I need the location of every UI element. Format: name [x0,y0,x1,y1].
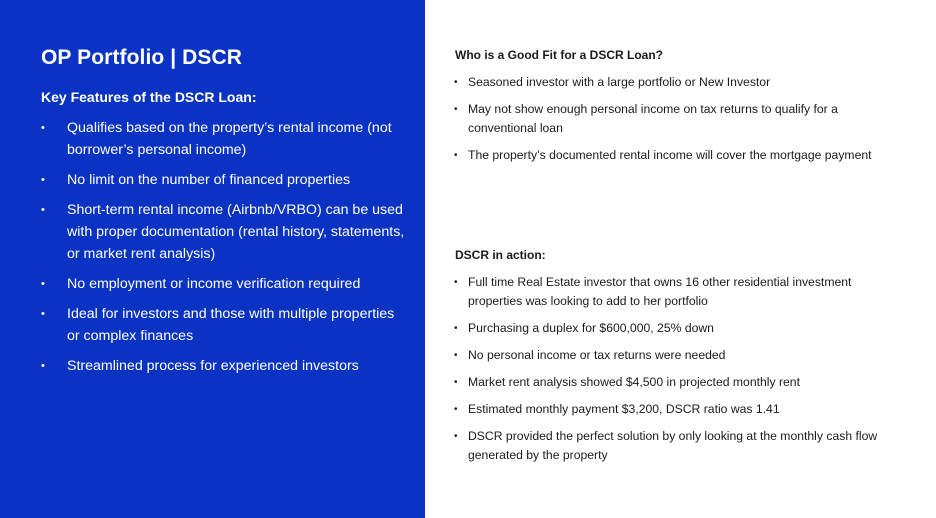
bullet-icon: • [454,104,458,115]
list-item [0,117,425,161]
list-item-text: Seasoned investor with a large portfolio or New Investor [468,75,771,89]
bullet-icon: • [454,323,458,334]
bullet-icon: • [454,77,458,88]
bullet-icon: • [41,174,45,186]
bullet-icon: • [454,350,458,361]
list-item [0,355,425,377]
dscr-in-action-heading: DSCR in action: [455,248,546,262]
list-item [0,199,425,265]
bullet-icon: • [41,308,45,320]
bullet-icon: • [454,404,458,415]
list-item-text: No limit on the number of financed properties [67,172,351,188]
list-item-text: Short-term rental income (Airbnb/VRBO) can be used with proper documentation (rental history, statements, or market rent analysis) [67,202,405,262]
list-item [425,273,936,311]
bullet-icon: • [41,278,45,290]
dscr-in-action-list [425,273,936,465]
key-features-heading: Key Features of the DSCR Loan: [41,89,257,105]
list-item [425,346,936,365]
list-item-text: No personal income or tax returns were needed [468,348,726,362]
bullet-icon: • [454,277,458,288]
list-item-text: Ideal for investors and those with multiple properties or complex finances [67,306,395,344]
list-item-text: May not show enough personal income on tax returns to qualify for a conventional loan [468,102,838,135]
good-fit-heading: Who is a Good Fit for a DSCR Loan? [455,48,663,62]
list-item-text: Full time Real Estate investor that owns 16 other residential investment properties was looking to add to her portfolio [468,275,852,308]
list-item [425,146,936,165]
list-item-text: The property’s documented rental income will cover the mortgage payment [468,148,872,162]
list-item [425,427,936,465]
list-item [425,373,936,392]
left-panel [0,0,425,518]
bullet-icon: • [41,204,45,216]
list-item-text: Streamlined process for experienced investors [67,358,359,374]
list-item [425,73,936,92]
list-item-text: Estimated monthly payment $3,200, DSCR ratio was 1.41 [468,402,780,416]
list-item-text: Qualifies based on the property’s rental income (not borrower’s personal income) [67,120,392,158]
list-item [0,169,425,191]
page-title: OP Portfolio | DSCR [41,46,243,69]
list-item-text: DSCR provided the perfect solution by only looking at the monthly cash flow generated by the property [468,429,878,462]
list-item [425,319,936,338]
bullet-icon: • [41,122,45,134]
list-item [425,400,936,419]
list-item-text: Market rent analysis showed $4,500 in projected monthly rent [468,375,800,389]
list-item-text: No employment or income verification required [67,276,361,292]
list-item-text: Purchasing a duplex for $600,000, 25% down [468,321,714,335]
good-fit-list [425,73,936,165]
right-panel [425,0,936,518]
bullet-icon: • [41,360,45,372]
bullet-icon: • [454,431,458,442]
list-item [0,303,425,347]
key-features-list [0,117,425,385]
list-item [425,100,936,138]
bullet-icon: • [454,150,458,161]
bullet-icon: • [454,377,458,388]
list-item [0,273,425,295]
